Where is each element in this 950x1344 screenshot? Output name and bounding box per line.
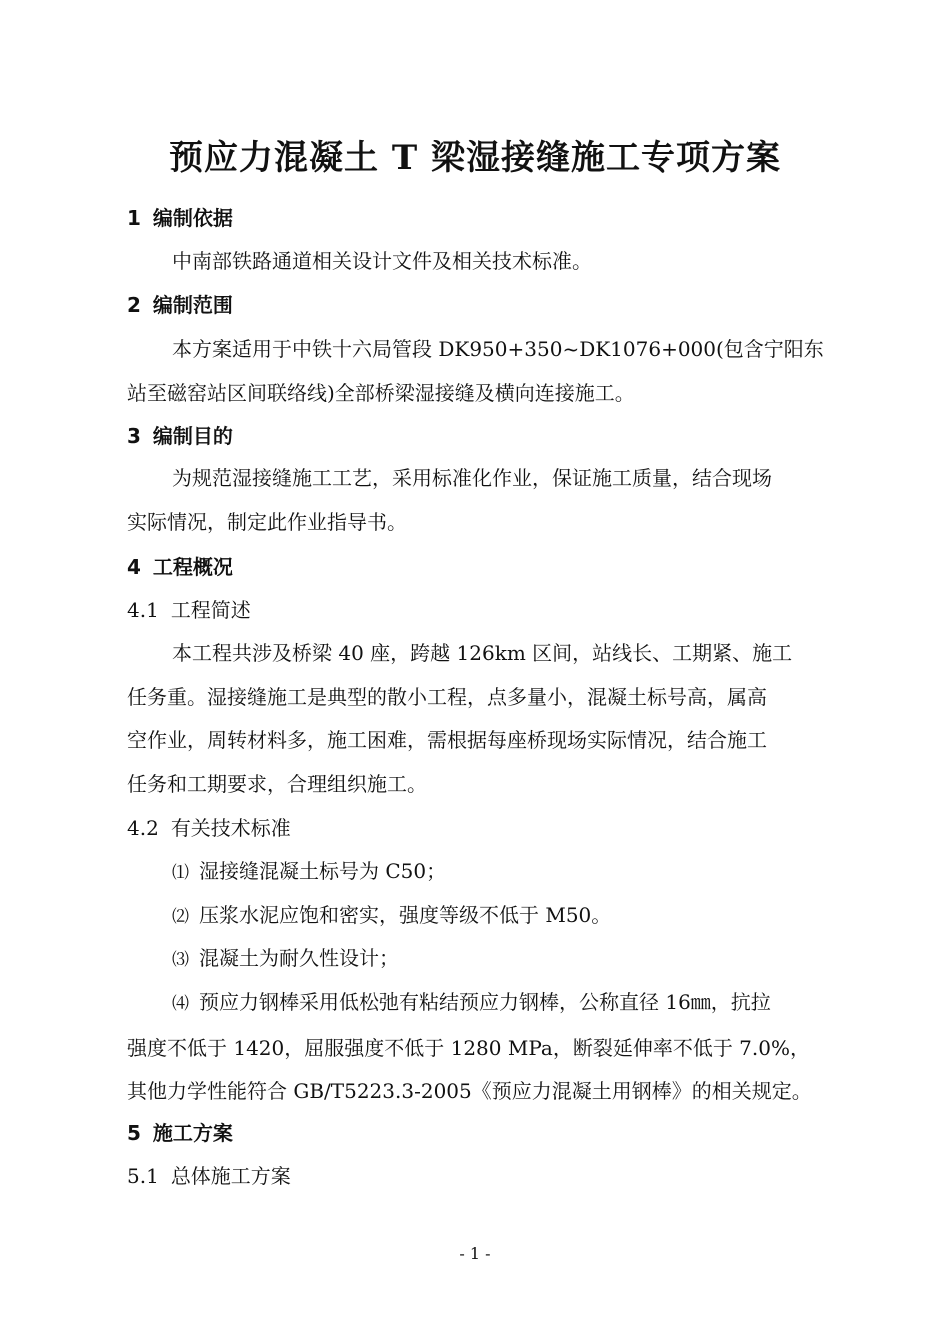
subsection-4-1-body xyxy=(127,632,833,806)
section-1-heading xyxy=(127,203,233,233)
section-title: 施工方案 xyxy=(152,1121,233,1145)
list-item-text: 其他力学性能符合 GB/T5223.3-2005《预应力混凝土用钢棒》的相关规定。 xyxy=(127,1079,812,1103)
list-item xyxy=(127,981,833,1114)
section-number: 4 xyxy=(127,555,141,579)
document-title: 预应力混凝土 T 梁湿接缝施工专项方案 xyxy=(169,138,781,178)
section-title: 编制依据 xyxy=(152,206,233,230)
section-3-heading xyxy=(127,421,233,451)
subsection-4-1-heading xyxy=(127,595,251,625)
section-number: 2 xyxy=(127,293,141,317)
paragraph-line: 任务和工期要求，合理组织施工。 xyxy=(127,771,427,796)
list-item-text: 预应力钢棒采用低松弛有粘结预应力钢棒，公称直径 16㎜，抗拉 xyxy=(199,990,771,1014)
list-item-text: 压浆水泥应饱和密实，强度等级不低于 M50。 xyxy=(199,903,612,927)
paragraph-line: 为规范湿接缝施工工艺，采用标准化作业，保证施工质量，结合现场 xyxy=(172,466,772,490)
list-marker: ⑵ xyxy=(172,907,189,927)
section-title: 编制目的 xyxy=(152,424,233,448)
section-5-heading xyxy=(127,1118,233,1148)
subsection-number: 4.1 xyxy=(127,598,159,622)
list-marker: ⑶ xyxy=(172,950,189,970)
paragraph-line: 空作业，周转材料多，施工困难，需根据每座桥现场实际情况，结合施工 xyxy=(127,728,767,752)
paragraph-line: 任务重。湿接缝施工是典型的散小工程，点多量小，混凝土标号高，属高 xyxy=(127,684,767,709)
list-marker: ⑷ xyxy=(172,994,189,1014)
list-item-text: 强度不低于 1420，屈服强度不低于 1280 MPa，断裂延伸率不低于 7.0%， xyxy=(127,1035,810,1060)
paragraph-line: 站至磁窑站区间联络线)全部桥梁湿接缝及横向连接施工。 xyxy=(127,380,635,405)
section-4-heading xyxy=(127,552,233,582)
section-title: 工程概况 xyxy=(152,555,233,579)
subsection-number: 5.1 xyxy=(127,1164,159,1188)
section-number: 5 xyxy=(127,1121,141,1145)
subsection-number: 4.2 xyxy=(127,816,159,840)
subsection-title: 总体施工方案 xyxy=(170,1164,291,1188)
paragraph-line: 本工程共涉及桥梁 40 座，跨越 126km 区间，站线长、工期紧、施工 xyxy=(172,641,793,665)
list-item xyxy=(127,894,833,940)
page-number: - 1 - xyxy=(459,1244,491,1263)
section-3-body xyxy=(127,457,833,544)
paragraph-line: 中南部铁路通道相关设计文件及相关技术标准。 xyxy=(172,249,592,273)
section-2-heading xyxy=(127,290,233,320)
paragraph-line: 本方案适用于中铁十六局管段 DK950+350~DK1076+000(包含宁阳东 xyxy=(172,337,824,361)
list-item-text: 湿接缝混凝土标号为 C50； xyxy=(199,859,447,883)
subsection-4-2-heading xyxy=(127,813,291,843)
subsection-title: 工程简述 xyxy=(170,598,251,622)
section-number: 1 xyxy=(127,206,141,230)
section-number: 3 xyxy=(127,424,141,448)
subsection-title: 有关技术标准 xyxy=(170,816,291,840)
section-2-body xyxy=(127,328,833,415)
section-1-body xyxy=(127,240,833,284)
list-item xyxy=(127,850,833,896)
section-title: 编制范围 xyxy=(152,293,233,317)
subsection-5-1-heading xyxy=(127,1161,291,1191)
list-item-text: 混凝土为耐久性设计； xyxy=(199,946,399,970)
list-item xyxy=(127,937,833,983)
list-marker: ⑴ xyxy=(172,863,189,883)
paragraph-line: 实际情况，制定此作业指导书。 xyxy=(127,509,407,534)
